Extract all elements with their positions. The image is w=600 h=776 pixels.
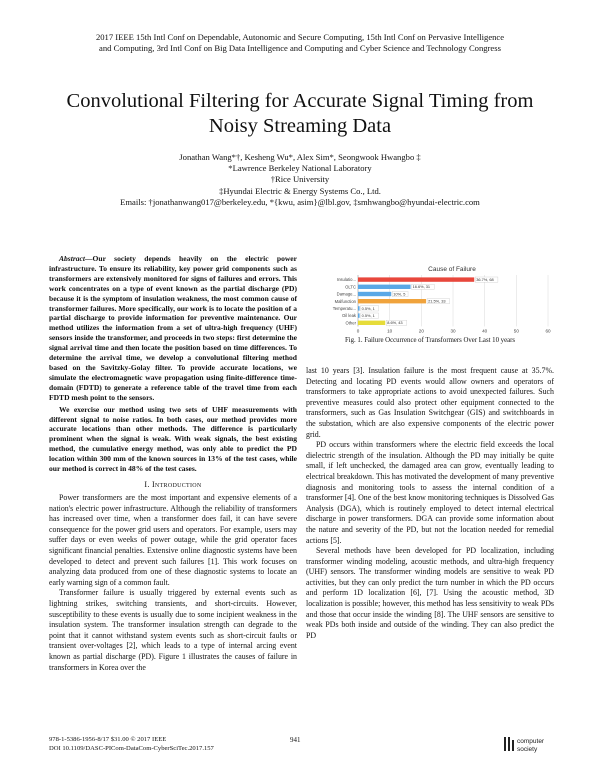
data-label: 0.5%, 1: [361, 305, 375, 311]
abstract-paragraph-1: [49, 254, 297, 403]
author-names: Jonathan Wang*†, Kesheng Wu*, Alex Sim*, Seongwook Hwangbo ‡: [179, 152, 421, 162]
figure-1-caption: Fig. 1. Failure Occurrence of Transformers Over Last 10 years: [344, 337, 516, 344]
data-label: 21.5%, 33: [428, 298, 446, 304]
intro-paragraph-2: Transformer failure is usually triggered by external events such as lightning strikes, switching transients, and short-circuits. However, susceptibility to these events is usually due to some incipient weakness in the insulation system. The transformer insulation strength can degrade to the point that it cannot withstand system events such as short-circuit faults or transient over-voltages [2], which leads to a type of internal arcing event known as partial discharge (PD). Figure 1 illustrates the causes of failure in transformers in Korea over the: [49, 588, 297, 672]
intro-paragraph-1: Power transformers are the most important and expensive elements of a nation's electric power infrastructure. Although the reliability of transformers has increased over time, when a transformer does fail, it can have severe consequence for the power grid users and operators. For example, users may suffer days or even weeks of power outage, while the grid operator faces significant financial penalties. Extensive online diagnostic systems have been developed to detect and prevent such failures [1]. This work focuses on analyzing data produced from one of these diagnostic systems to locate an early warning sign of a common fault.: [49, 493, 297, 587]
category-label: Oil leak: [342, 313, 356, 319]
paper-title: Convolutional Filtering for Accurate Signal Timing from Noisy Streaming Data: [66, 90, 534, 137]
data-label: 0.5%, 1: [361, 313, 375, 318]
data-label: 36.7%, 68: [476, 277, 494, 282]
data-label: 8.6%, 43: [387, 320, 403, 326]
abstract-paragraph-2: We exercise our method using two sets of UHF measurements with different signal to noise ratios. In both cases, our method provides more accurate locations than other methods. The difference is particularly prominent when the signal is weak. With weak signals, the best existing method, the cumulative energy method, was only able to predict the PD location within 300 mm of the known sources in 13% of the test cases, while our method is correct in 48% of the test cases.: [49, 404, 297, 474]
x-tick-label: 0: [356, 328, 360, 334]
bar: [358, 277, 474, 281]
introduction-column: [49, 493, 297, 673]
footer-isbn: 978-1-5386-1956-8/17 $31.00 © 2017 IEEE: [49, 736, 167, 743]
author-block: [60, 152, 540, 208]
abstract: [49, 254, 297, 474]
bar-chart: [312, 259, 552, 339]
category-label: Temperatu...: [332, 306, 356, 311]
category-label: OLTC: [345, 284, 356, 290]
logo-text-society: society: [517, 746, 538, 753]
computer-society-logo-icon: [504, 734, 552, 754]
abstract-label: Abstract: [59, 254, 85, 263]
conference-header: [36, 32, 564, 54]
bar: [358, 321, 385, 325]
category-label: Damage...: [336, 291, 356, 297]
abstract-text-1: —Our society depends heavily on the electric power infrastructure. To ensure its reliability, key power grid components such as transformers are extensively monitored for signs of failures and errors. This work concentrates on a type of event known as the partial discharge (PD) because it is the symptom of insulation weakness, the most common cause of transformer failures. More specifically, our work is to locate the position of a partial discharge to provide information for preventive maintenance. Our method utilizes the information from a set of ultra-high frequency (UHF) sensors inside the transformer, and proceeds in two steps: first determine the signal arrival time and then locate the position based on time differences. To determine the arrival time, we develop a convolutional filtering method based on the Savitzky-Golay filter. To provide accurate locations, we simulate the electromagnetic wave propagation using finite-difference time-domain (FDTD) to generate a reference table of the travel time from each FDTD mesh point to the sensors.: [49, 254, 297, 402]
bar: [358, 299, 426, 303]
affiliation-1: *Lawrence Berkeley National Laboratory: [228, 163, 372, 174]
right-paragraph-2: PD occurs within transformers where the electric field exceeds the local dielectric strength of the insulation. Although the PD may initially be quite small, if left unchecked, the damaged area can grow, eventually leading to electrical breakdown. This has motivated the development of many preventive diagnosis and monitoring tools to assess the internal condition of a transformer [4]. One of the best know monitoring techniques is Dissolved Gas Analysis (DGA), which is routinely employed to detect internal electrical discharge in power transformers. DGA can provide some information about the nature and severity of the PD, but not the location needed for remedial actions [5].: [306, 440, 554, 545]
bar: [358, 285, 411, 289]
section-heading-introduction: I. Introduction: [144, 480, 202, 489]
category-label: Insulatio...: [336, 277, 356, 283]
computer-society-logo: [504, 734, 552, 754]
data-label: 16.6%, 31: [412, 284, 431, 290]
footer-copyright: [49, 736, 214, 753]
category-label: Malfunction: [334, 298, 356, 304]
bar: [358, 306, 360, 310]
bar: [358, 292, 391, 296]
right-column: [306, 366, 554, 641]
right-paragraph-1: last 10 years [3]. Insulation failure is the most frequent cause at 35.7%. Detecting and locating PD events would allow owners and operators of transformers to take appropriate actions to avoid unexpected failures. Such preventive measures could also protect other equipment connected to the transformers, such as Gas Insulation Switchgear (GIS) and switchboards in the substation, which are also expensive components of the electric power grid.: [306, 366, 554, 439]
x-tick-label: 50: [513, 328, 519, 334]
author-emails: Emails: †jonathanwang017@berkeley.edu, *{kwu, asim}@lbl.gov, ‡smhwangbo@hyundai-electric.com: [120, 196, 480, 207]
figure-1-chart: [312, 259, 552, 339]
bar: [358, 313, 360, 317]
x-tick-label: 40: [482, 328, 488, 334]
x-tick-label: 60: [545, 328, 551, 334]
page-number: 941: [290, 736, 301, 744]
logo-text-computer: computer: [517, 738, 545, 745]
category-label: Other: [345, 320, 356, 326]
chart-title: Cause of Failure: [428, 266, 476, 273]
data-label: 10%, 5: [393, 291, 406, 297]
affiliation-2: †Rice University: [270, 174, 330, 185]
x-tick-label: 30: [450, 328, 456, 334]
conference-line-1: 2017 IEEE 15th Intl Conf on Dependable, Autonomic and Secure Computing, 15th Intl Conf on Pervasive Intelligence: [95, 32, 505, 42]
x-tick-label: 10: [387, 328, 393, 334]
right-paragraph-3: Several methods have been developed for PD localization, including transformer winding modeling, acoustic methods, and ultra-high frequency (UHF) sensors. The transformer winding models are sensitive to weak PD activities, but they can only predict the turn number in which the PD occurs and perform 1D localization [6], [7]. Using the acoustic method, 3D localization is possible; however, this method has less sensitivity to weak PDs and those that occur inside the winding [8]. The UHF sensors are sensitive to weak PDs both inside and outside of the winding. They can also predict the PD: [306, 546, 554, 640]
conference-line-2: and Computing, 3rd Intl Conf on Big Data Intelligence and Computing and Cyber Science and Technology Congress: [99, 43, 501, 53]
x-tick-label: 20: [418, 328, 424, 334]
affiliation-3: ‡Hyundai Electric & Energy Systems Co., Ltd.: [219, 185, 381, 196]
footer-doi: DOI 10.1109/DASC-PICom-DataCom-CyberSciTec.2017.157: [49, 744, 214, 752]
